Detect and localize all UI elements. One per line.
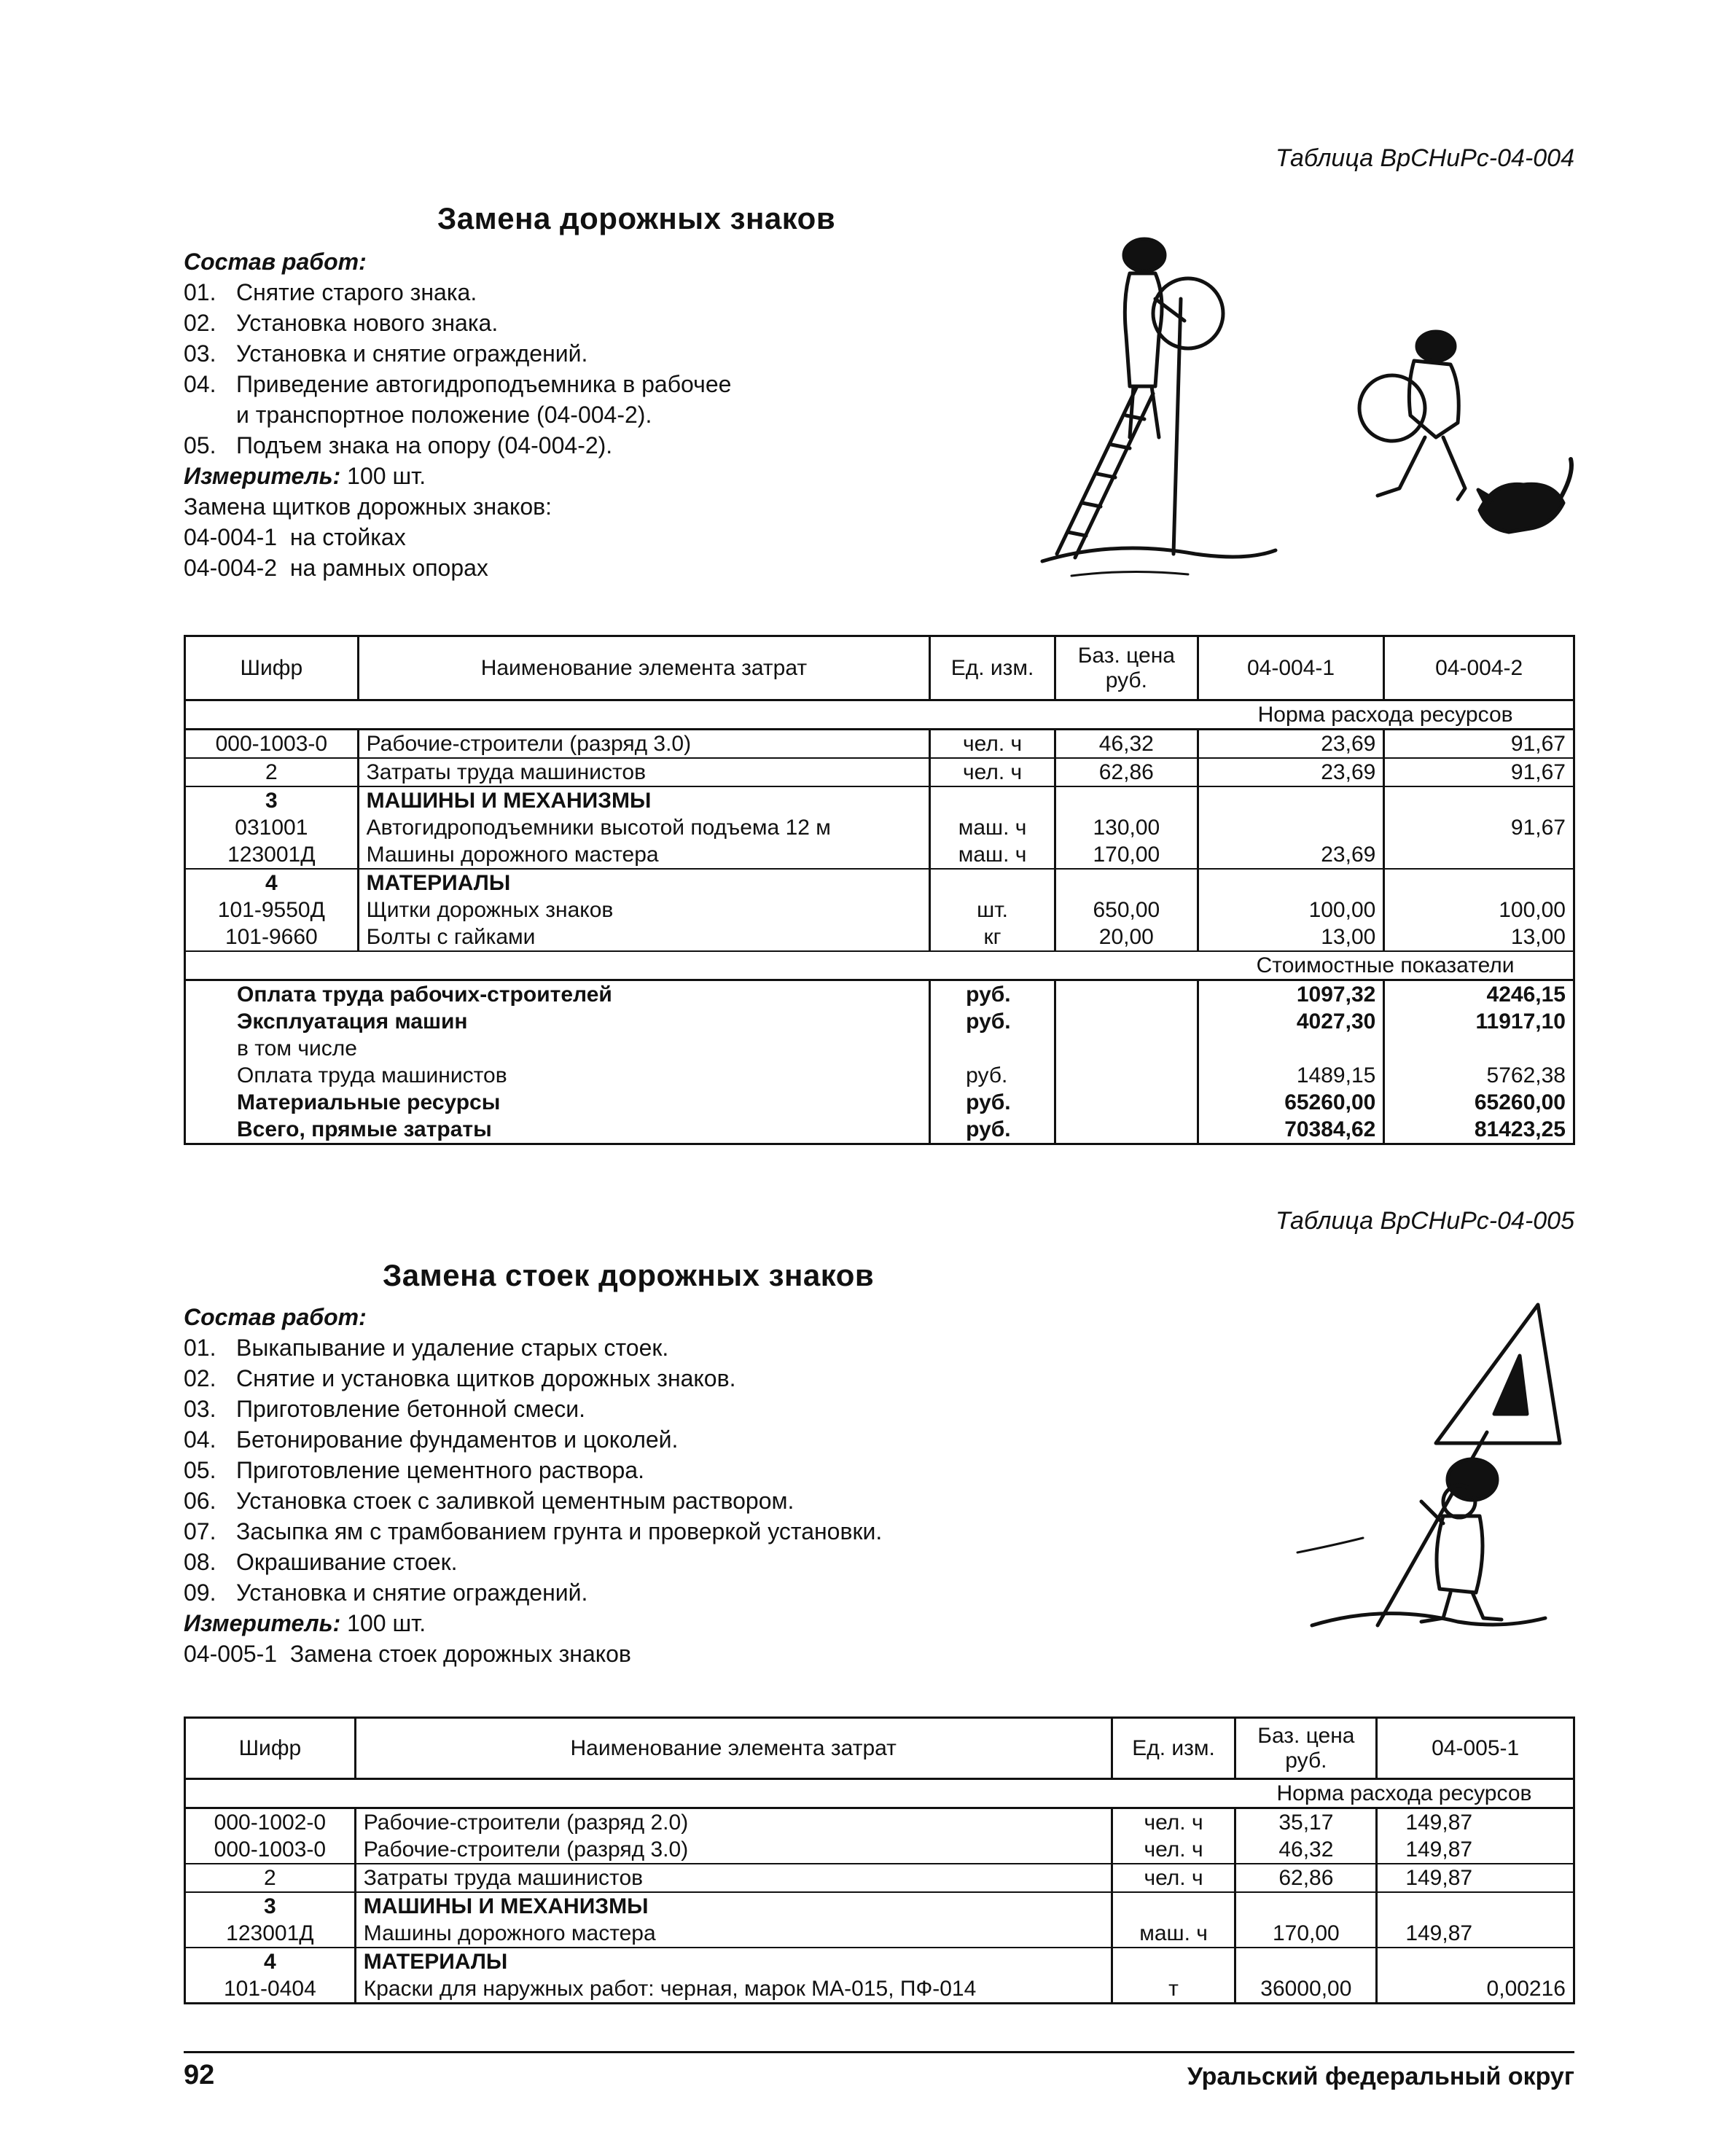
workers-illustration — [1028, 219, 1582, 598]
table-row: 101-9660 Болты с гайками кг 20,00 13,00 13,00 — [185, 923, 1574, 951]
table-caption: Таблица ВрСНиРс-04-005 — [1275, 1207, 1574, 1235]
variant-item: 04-004-1 на стойках — [184, 524, 406, 550]
col-variant-1: 04-005-1 — [1377, 1718, 1574, 1779]
col-code: Шифр — [185, 636, 359, 700]
resource-table-04-005 — [184, 1716, 1575, 2004]
table-row: 123001Д Машины дорожного мастера маш. ч 170,00 23,69 — [185, 841, 1574, 869]
cost-header-row — [185, 951, 1574, 980]
col-code: Шифр — [185, 1718, 356, 1779]
variant-item: 04-004-2 на рамных опорах — [184, 555, 488, 581]
composition-header: Состав работ: — [184, 249, 367, 275]
section-title: Замена дорожных знаков — [437, 201, 836, 235]
section-title: Замена стоек дорожных знаков — [383, 1258, 875, 1292]
norm-header: Норма расхода ресурсов — [1235, 1779, 1574, 1808]
col-price: Баз. цена руб. — [1235, 1718, 1377, 1779]
table-row: 101-0404 Краски для наружных работ: черная, марок МА-015, ПФ-014 т 36000,00 0,00216 — [185, 1975, 1574, 2004]
col-variant-1: 04-004-1 — [1198, 636, 1384, 700]
table-row: 101-9550Д Щитки дорожных знаков шт. 650,00 100,00 100,00 — [185, 897, 1574, 923]
variant-item: 04-005-1 Замена стоек дорожных знаков — [184, 1641, 631, 1667]
table-row: 2 Затраты труда машинистов чел. ч 62,86 23,69 91,67 — [185, 758, 1574, 786]
step-item: 04. Бетонирование фундаментов и цоколей. — [184, 1426, 679, 1453]
cost-row: Оплата труда машинистов руб. 1489,15 5762,38 — [185, 1062, 1574, 1089]
meter-line: Измеритель: 100 шт. — [184, 1610, 426, 1636]
col-price: Баз. цена руб. — [1055, 636, 1198, 700]
step-item: 01. Выкапывание и удаление старых стоек. — [184, 1335, 669, 1361]
resource-table-04-004 — [184, 635, 1575, 1145]
col-unit: Ед. изм. — [1112, 1718, 1235, 1779]
table-caption: Таблица ВрСНиРс-04-004 — [1275, 144, 1574, 172]
cost-row: в том числе — [185, 1035, 1574, 1062]
table-row: 000-1002-0 Рабочие-строители (разряд 2.0) чел. ч 35,17 149,87 — [185, 1808, 1574, 1837]
work-composition — [184, 246, 731, 583]
cost-row: Всего, прямые затраты руб. 70384,62 81423,25 — [185, 1116, 1574, 1144]
step-item: 06. Установка стоек с заливкой цементным раствором. — [184, 1488, 794, 1514]
footer-region: Уральский федеральный округ — [1187, 2063, 1574, 2090]
cost-row: Эксплуатация машин руб. 4027,30 11917,10 — [185, 1008, 1574, 1035]
col-name: Наименование элемента затрат — [355, 1718, 1112, 1779]
norm-header: Норма расхода ресурсов — [1198, 700, 1574, 730]
table-row: 3 МАШИНЫ И МЕХАНИЗМЫ — [185, 786, 1574, 814]
table-row: 000-1003-0 Рабочие-строители (разряд 3.0) чел. ч 46,32 149,87 — [185, 1836, 1574, 1864]
subtitle: Замена щитков дорожных знаков: — [184, 493, 552, 520]
work-composition — [184, 1302, 882, 1669]
footer-divider — [184, 2051, 1574, 2053]
table-row: 123001Д Машины дорожного мастера маш. ч 170,00 149,87 — [185, 1920, 1574, 1948]
composition-header: Состав работ: — [184, 1304, 367, 1330]
cost-row: Материальные ресурсы руб. 65260,00 65260,00 — [185, 1089, 1574, 1116]
meter-line: Измеритель: 100 шт. — [184, 463, 426, 489]
step-item: 02. Установка нового знака. — [184, 310, 499, 336]
table-row: 3 МАШИНЫ И МЕХАНИЗМЫ — [185, 1892, 1574, 1920]
step-item: 02. Снятие и установка щитков дорожных знаков. — [184, 1365, 736, 1391]
step-item: 09. Установка и снятие ограждений. — [184, 1579, 588, 1606]
table-row: 031001 Автогидроподъемники высотой подъема 12 м маш. ч 130,00 91,67 — [185, 814, 1574, 841]
table-row: 2 Затраты труда машинистов чел. ч 62,86 149,87 — [185, 1864, 1574, 1892]
table-header-row — [185, 1718, 1574, 1779]
table-row: 000-1003-0 Рабочие-строители (разряд 3.0) чел. ч 46,32 23,69 91,67 — [185, 730, 1574, 759]
sign-worker-illustration — [1268, 1290, 1574, 1647]
step-item: 05. Приготовление цементного раствора. — [184, 1457, 644, 1483]
step-item: 08. Окрашивание стоек. — [184, 1549, 458, 1575]
norm-header-row — [185, 700, 1574, 730]
col-name: Наименование элемента затрат — [358, 636, 929, 700]
col-variant-2: 04-004-2 — [1384, 636, 1574, 700]
step-item: 04. Приведение автогидроподъемника в рабочее — [184, 371, 732, 397]
col-unit: Ед. изм. — [930, 636, 1055, 700]
table-row: 4 МАТЕРИАЛЫ — [185, 1948, 1574, 1975]
cost-row: Оплата труда рабочих-строителей руб. 1097,32 4246,15 — [185, 980, 1574, 1009]
step-item: 03. Приготовление бетонной смеси. — [184, 1396, 586, 1422]
page-number: 92 — [184, 2060, 215, 2090]
step-item: 01. Снятие старого знака. — [184, 279, 477, 305]
norm-header-row — [185, 1779, 1574, 1808]
table-header-row — [185, 636, 1574, 700]
step-item: 03. Установка и снятие ограждений. — [184, 340, 588, 367]
step-item: и транспортное положение (04-004-2). — [236, 402, 652, 428]
step-item: 05. Подъем знака на опору (04-004-2). — [184, 432, 613, 458]
cost-header: Стоимостные показатели — [1198, 951, 1574, 980]
step-item: 07. Засыпка ям с трамбованием грунта и проверкой установки. — [184, 1518, 883, 1544]
table-row: 4 МАТЕРИАЛЫ — [185, 869, 1574, 897]
